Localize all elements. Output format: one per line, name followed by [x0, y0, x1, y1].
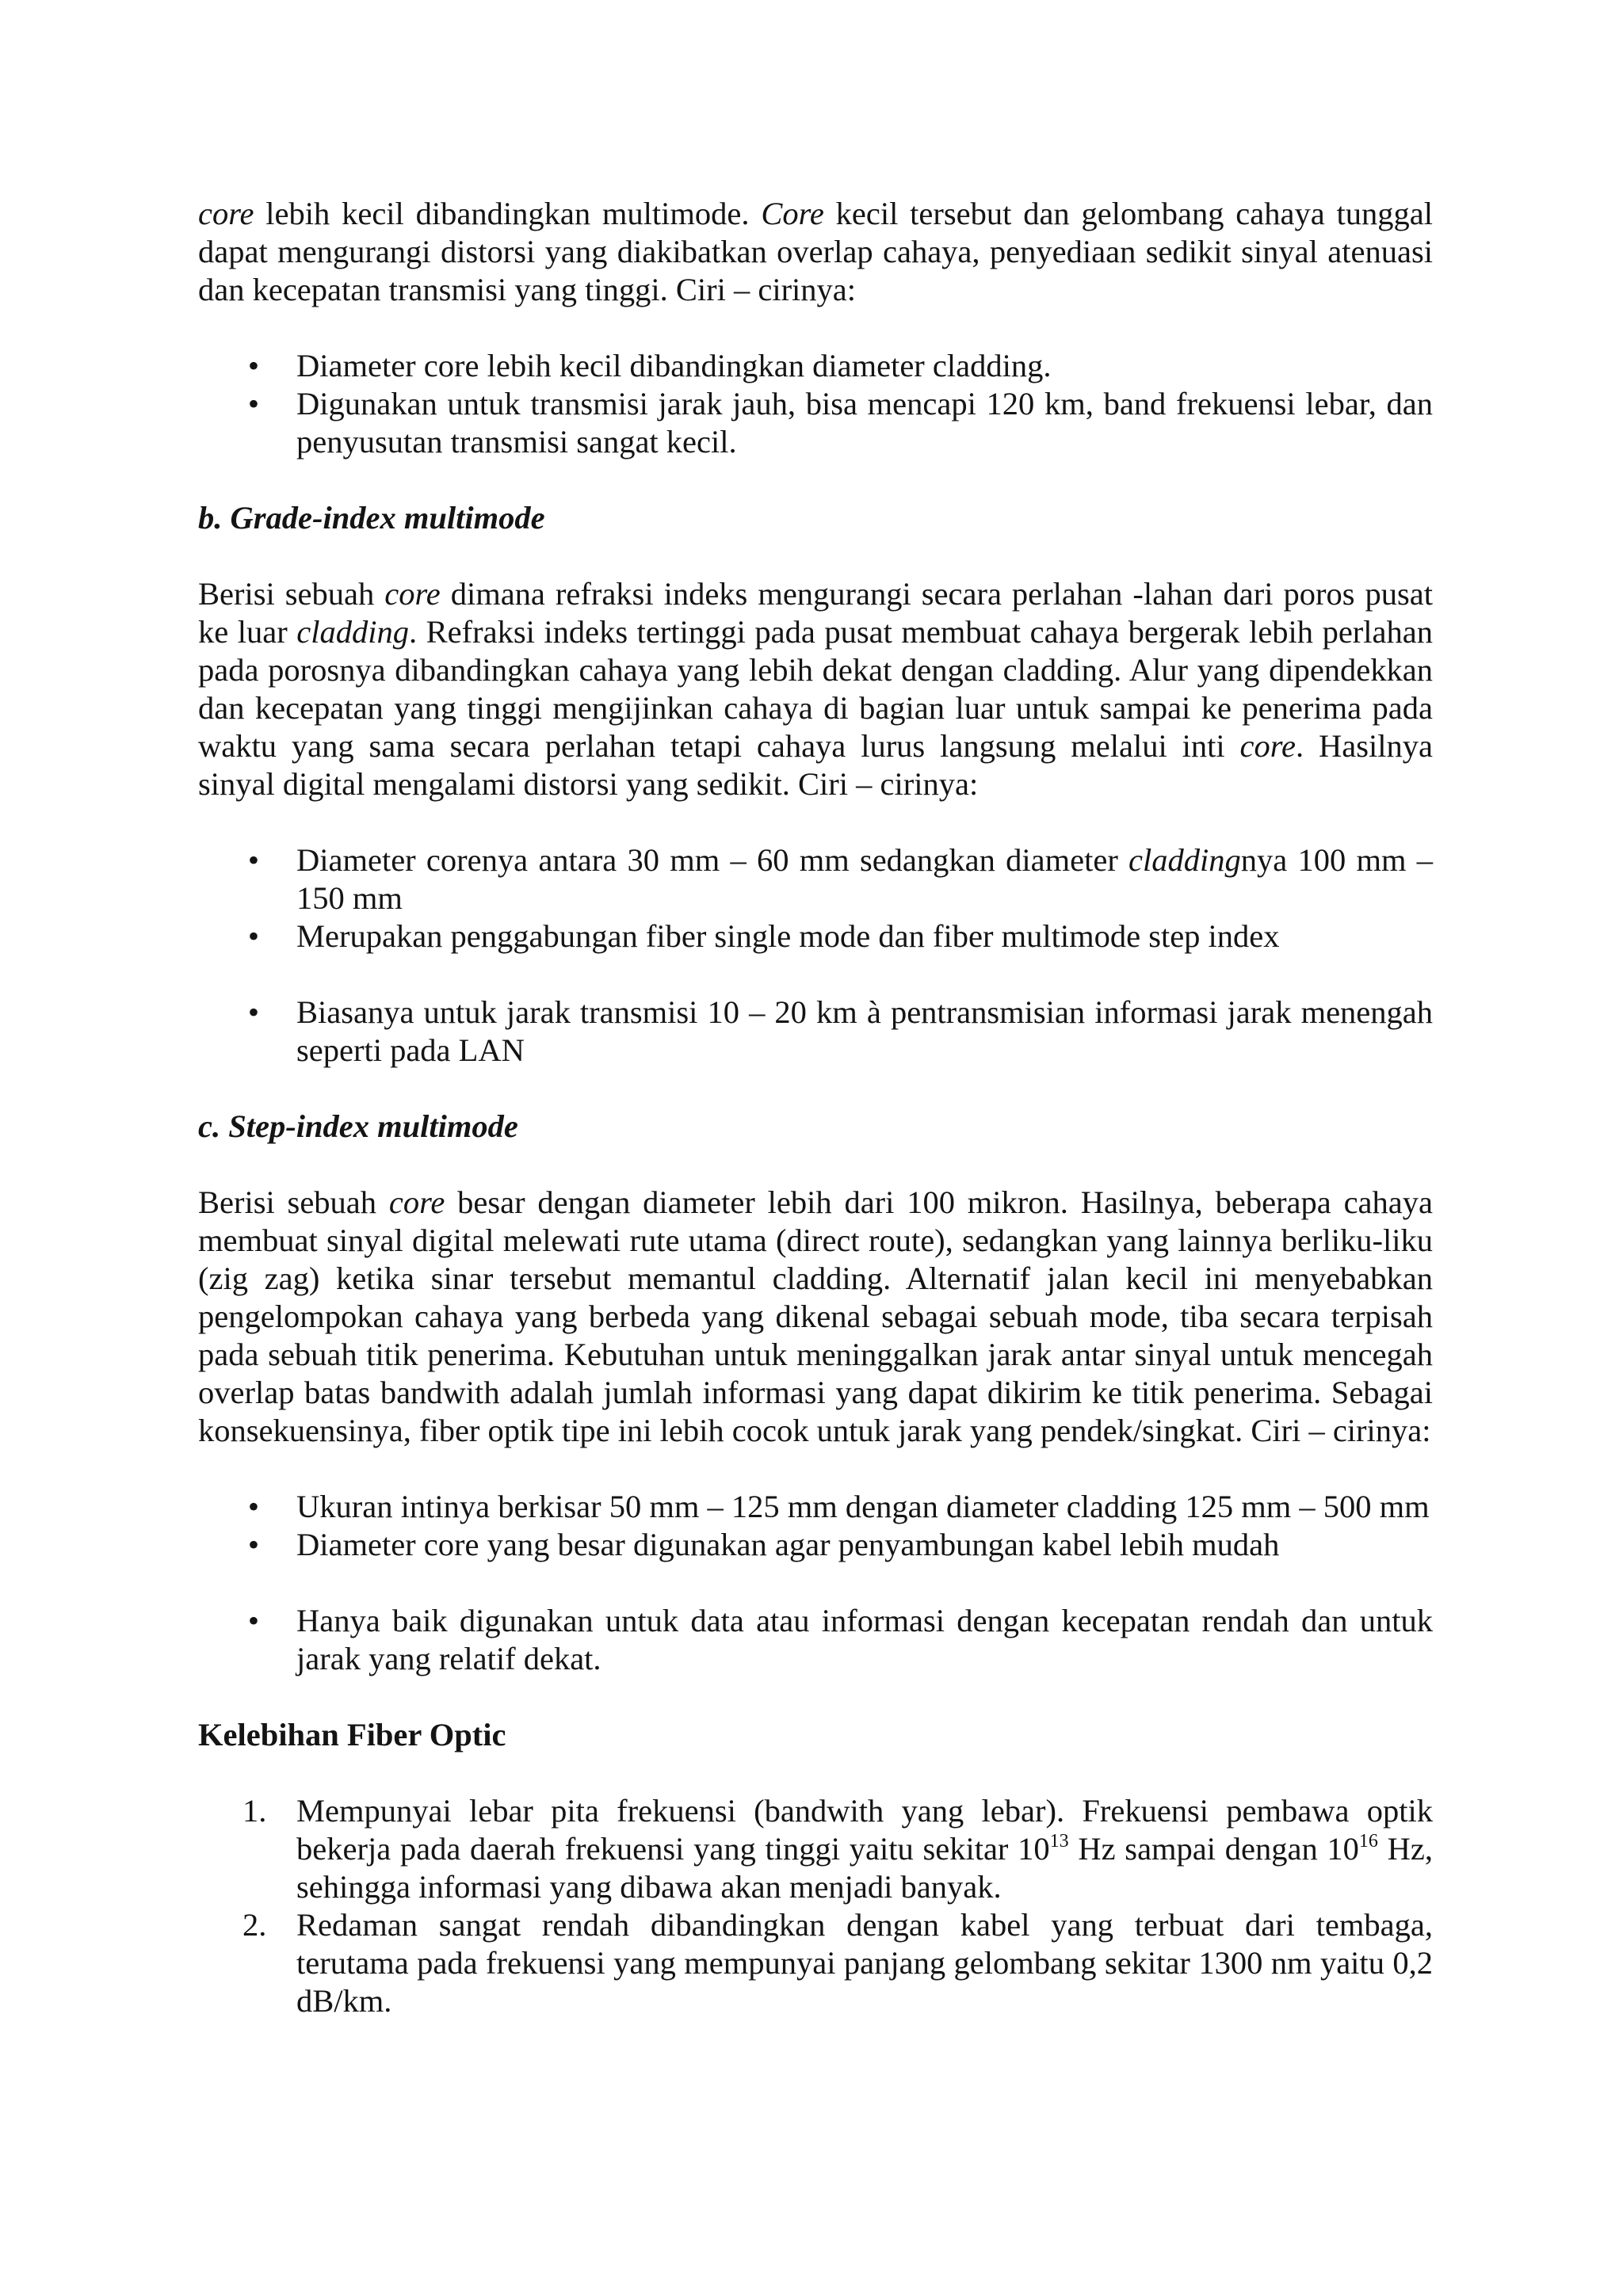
text-run: dimana refraksi indeks mengurangi secara perlahan -lahan dari poros pusat ke luar [198, 576, 1433, 650]
list-item-text: Diameter corenya antara 30 mm – 60 mm sedangkan diameter [296, 842, 1129, 878]
intro-bullet-list [198, 347, 1433, 461]
step-index-bullet-list [198, 1488, 1433, 1678]
list-item-text: Ukuran intinya berkisar 50 mm – 125 mm dengan diameter cladding 125 mm – 500 mm [296, 1489, 1430, 1524]
list-item-text: Diameter core yang besar digunakan agar penyambungan kabel lebih mudah [296, 1527, 1280, 1562]
emphasis-core: core [388, 1184, 445, 1220]
list-item [198, 1906, 1433, 2020]
list-item [198, 1488, 1433, 1526]
bullet-icon: • [247, 1603, 260, 1638]
step-index-paragraph [198, 1184, 1433, 1450]
list-item-text: Mempunyai lebar pita frekuensi (bandwith yang lebar). Frekuensi pembawa optik bekerja pada daerah frekuensi yang tinggi yaitu sekitar 10 [296, 1793, 1433, 1867]
emphasis-core: core [1239, 728, 1296, 764]
bullet-icon: • [247, 1489, 260, 1524]
spacer [198, 1754, 1433, 1792]
section-heading-grade-index: b. Grade-index multimode [198, 500, 545, 536]
page-content [198, 195, 1433, 2020]
text-run: kecil tersebut dan gelombang cahaya tunggal dapat mengurangi distorsi yang diakibatkan overlap cahaya, penyediaan sedikit sinyal atenuasi dan kecepatan transmisi yang tinggi. Ciri – cirinya: [198, 196, 1433, 307]
spacer [198, 1450, 1433, 1488]
spacer [198, 803, 1433, 841]
superscript: 13 [1049, 1830, 1069, 1852]
list-item-text: Hanya baik digunakan untuk data atau informasi dengan kecepatan rendah dan untuk jarak yang relatif dekat. [296, 1603, 1433, 1676]
spacer [198, 1146, 1433, 1184]
bullet-icon: • [247, 994, 260, 1030]
kelebihan-numbered-list [198, 1792, 1433, 2020]
bullet-icon: • [247, 842, 260, 878]
spacer [198, 309, 1433, 347]
list-number: 2. [242, 1907, 267, 1943]
bullet-icon: • [247, 1527, 260, 1562]
emphasis-cladding: cladding [296, 614, 409, 650]
list-item-text: nya 100 mm – 150 mm [296, 842, 1433, 916]
list-item [198, 1792, 1433, 1906]
spacer [198, 537, 1433, 575]
emphasis-cladding: cladding [1128, 842, 1241, 878]
list-item [198, 1602, 1433, 1678]
text-run: Berisi sebuah [198, 576, 385, 612]
list-item [198, 841, 1433, 917]
list-number: 1. [242, 1793, 267, 1829]
spacer [198, 461, 1433, 499]
intro-paragraph [198, 195, 1433, 309]
bullet-icon: • [247, 918, 260, 954]
emphasis-core: Core [761, 196, 824, 231]
list-item [198, 1526, 1433, 1564]
text-run: Berisi sebuah [198, 1184, 389, 1220]
grade-index-bullet-list [198, 841, 1433, 1070]
list-item-text: Hz sampai dengan 10 [1068, 1831, 1359, 1867]
emphasis-core: core [198, 196, 254, 231]
text-run: . Refraksi indeks tertinggi pada pusat membuat cahaya bergerak lebih perlahan pada porosnya dibandingkan cahaya yang lebih dekat dengan cladding. Alur yang dipendekkan dan kecepatan yang tinggi mengijinkan cahaya di bagian luar untuk sampai ke penerima pada waktu yang sama secara perlahan tetapi cahaya lurus langsung melalui inti [198, 614, 1433, 764]
list-item [198, 347, 1433, 385]
list-item-text: Diameter core lebih kecil dibandingkan diameter cladding. [296, 348, 1052, 383]
bullet-icon: • [247, 348, 260, 383]
list-item [198, 917, 1433, 955]
list-item [198, 994, 1433, 1070]
list-item-text: Hz, sehingga informasi yang dibawa akan menjadi banyak. [296, 1831, 1433, 1905]
list-item-text: Biasanya untuk jarak transmisi 10 – 20 km à pentransmisian informasi jarak menengah seperti pada LAN [296, 994, 1433, 1068]
section-heading-step-index: c. Step-index multimode [198, 1108, 518, 1144]
list-item-text: Redaman sangat rendah dibandingkan dengan kabel yang terbuat dari tembaga, terutama pada frekuensi yang mempunyai panjang gelombang sekitar 1300 nm yaitu 0,2 dB/km. [296, 1907, 1433, 2019]
spacer [198, 1678, 1433, 1716]
emphasis-core: core [384, 576, 441, 612]
list-item-text: Merupakan penggabungan fiber single mode dan fiber multimode step index [296, 918, 1280, 954]
section-heading-kelebihan: Kelebihan Fiber Optic [198, 1717, 506, 1753]
list-item [198, 385, 1433, 461]
text-run: besar dengan diameter lebih dari 100 mikron. Hasilnya, beberapa cahaya membuat sinyal digital melewati rute utama (direct route), sedangkan yang lainnya berliku-liku (zig zag) ketika sinar tersebut memantul cladding. Alternatif jalan kecil ini menyebabkan pengelompokan cahaya yang berbeda yang dikenal sebagai sebuah mode, tiba secara terpisah pada sebuah titik penerima. Kebutuhan untuk meninggalkan jarak antar sinyal untuk mencegah overlap batas bandwith adalah jumlah informasi yang dapat dikirim ke titik penerima. Sebagai konsekuensinya, fiber optik tipe ini lebih cocok untuk jarak yang pendek/singkat. Ciri – cirinya: [198, 1184, 1433, 1448]
text-run: lebih kecil dibandingkan multimode. [254, 196, 762, 231]
grade-index-paragraph [198, 575, 1433, 803]
list-item-text: Digunakan untuk transmisi jarak jauh, bisa mencapi 120 km, band frekuensi lebar, dan penyusutan transmisi sangat kecil. [296, 386, 1433, 460]
spacer [198, 1070, 1433, 1108]
bullet-icon: • [247, 386, 260, 421]
superscript: 16 [1358, 1830, 1378, 1852]
text-run: . Hasilnya sinyal digital mengalami distorsi yang sedikit. Ciri – cirinya: [198, 728, 1433, 802]
